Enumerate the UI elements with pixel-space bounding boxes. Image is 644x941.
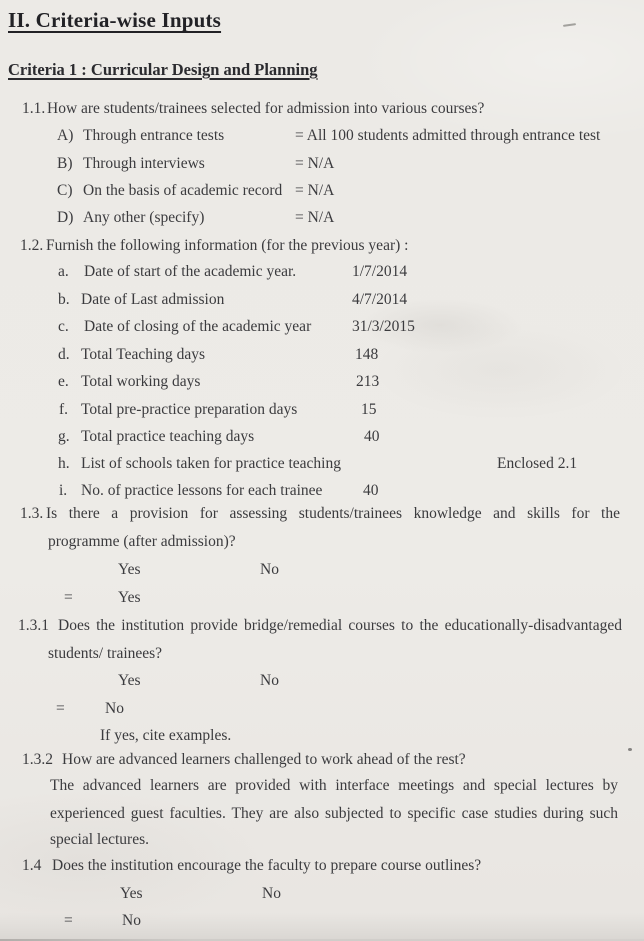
item-value: Enclosed 2.1 bbox=[497, 455, 578, 472]
item-label: i. bbox=[59, 482, 68, 499]
page-title: II. Criteria-wise Inputs bbox=[8, 8, 222, 32]
item-label: b. bbox=[58, 291, 70, 308]
option-row-d bbox=[0, 209, 644, 233]
info-row-c bbox=[0, 318, 644, 342]
option-value: = N/A bbox=[295, 209, 335, 226]
no-label: No bbox=[260, 561, 279, 578]
question-text-line1: Does the institution provide bridge/remedial courses to the educationally-disadvantaged bbox=[58, 617, 622, 634]
equals-sign: = bbox=[64, 589, 73, 606]
option-label: D) bbox=[57, 209, 74, 226]
answer-text-line3: special lectures. bbox=[50, 831, 149, 848]
item-label: g. bbox=[58, 428, 70, 445]
answer-1-3-2-line1 bbox=[0, 777, 644, 801]
item-value: 4/7/2014 bbox=[352, 291, 408, 308]
question-1-2-row bbox=[0, 237, 644, 261]
question-1-3-1-row bbox=[0, 617, 644, 641]
question-number: 1.3.2 bbox=[22, 751, 53, 768]
option-text: On the basis of academic record bbox=[83, 182, 283, 199]
answer-row-1-4 bbox=[0, 912, 644, 936]
item-text: Total working days bbox=[81, 373, 201, 390]
info-row-d bbox=[0, 346, 644, 370]
note-text: If yes, cite examples. bbox=[100, 727, 232, 744]
info-row-h bbox=[0, 455, 644, 479]
item-text: Total pre-practice preparation days bbox=[81, 401, 298, 418]
yes-label: Yes bbox=[118, 672, 141, 689]
document-title-row bbox=[0, 8, 644, 32]
option-label: C) bbox=[57, 182, 73, 199]
question-text: How are advanced learners challenged to work ahead of the rest? bbox=[62, 751, 466, 768]
item-value: 40 bbox=[364, 428, 380, 445]
no-label: No bbox=[262, 885, 281, 902]
yes-label: Yes bbox=[120, 885, 143, 902]
question-1-1-row bbox=[0, 100, 644, 124]
answer-value: No bbox=[122, 912, 141, 929]
yes-label: Yes bbox=[118, 561, 141, 578]
item-text: No. of practice lessons for each trainee bbox=[81, 482, 323, 499]
item-value: 213 bbox=[356, 373, 380, 390]
question-1-3-line2 bbox=[0, 533, 644, 557]
yes-no-row-1-4 bbox=[0, 885, 644, 909]
answer-text-line1: The advanced learners are provided with interface meetings and special lectures by bbox=[50, 777, 618, 794]
item-text: Total Teaching days bbox=[81, 346, 206, 363]
option-text: Through entrance tests bbox=[83, 127, 225, 144]
item-label: f. bbox=[59, 401, 69, 418]
info-row-i bbox=[0, 482, 644, 506]
note-row-1-3-1 bbox=[0, 727, 644, 751]
question-1-4-row bbox=[0, 857, 644, 881]
equals-sign: = bbox=[64, 912, 73, 929]
question-1-3-row bbox=[0, 505, 644, 529]
option-row-a bbox=[0, 127, 644, 151]
item-label: d. bbox=[58, 346, 70, 363]
option-text: Through interviews bbox=[83, 155, 205, 172]
question-1-3-2-row bbox=[0, 751, 644, 775]
item-text: Date of closing of the academic year bbox=[84, 318, 312, 335]
question-number: 1.3. bbox=[20, 505, 44, 522]
answer-value: No bbox=[105, 700, 124, 717]
info-row-e bbox=[0, 373, 644, 397]
item-label: c. bbox=[58, 318, 69, 335]
ink-dot-artifact bbox=[628, 748, 632, 751]
info-row-g bbox=[0, 428, 644, 452]
item-label: h. bbox=[58, 455, 70, 472]
option-label: A) bbox=[57, 127, 74, 144]
question-number: 1.3.1 bbox=[18, 617, 49, 634]
question-number: 1.4 bbox=[22, 857, 42, 874]
question-text: Furnish the following information (for the previous year) : bbox=[46, 237, 409, 254]
yes-no-row-1-3 bbox=[0, 561, 644, 585]
option-row-b bbox=[0, 155, 644, 179]
question-text-line2: students/ trainees? bbox=[48, 645, 163, 662]
section-heading-row bbox=[0, 60, 644, 84]
option-value: = All 100 students admitted through entrance test bbox=[295, 127, 601, 144]
item-text: Date of Last admission bbox=[81, 291, 225, 308]
answer-text-line2: experienced guest faculties. They are also subjected to specific case studies during such bbox=[50, 805, 618, 822]
question-number: 1.2. bbox=[20, 237, 44, 254]
option-text: Any other (specify) bbox=[83, 209, 205, 226]
question-1-3-1-line2 bbox=[0, 645, 644, 669]
answer-1-3-2-line2 bbox=[0, 805, 644, 829]
equals-sign: = bbox=[56, 700, 65, 717]
yes-no-row-1-3-1 bbox=[0, 672, 644, 696]
answer-value: Yes bbox=[118, 589, 141, 606]
item-value: 40 bbox=[363, 482, 379, 499]
info-row-f bbox=[0, 401, 644, 425]
item-label: e. bbox=[58, 373, 69, 390]
answer-row-1-3 bbox=[0, 589, 644, 613]
question-text: How are students/trainees selected for admission into various courses? bbox=[47, 100, 485, 117]
item-value: 31/3/2015 bbox=[352, 318, 415, 335]
question-text-line2: programme (after admission)? bbox=[48, 533, 236, 550]
item-text: Total practice teaching days bbox=[81, 428, 255, 445]
item-label: a. bbox=[58, 263, 69, 280]
item-value: 1/7/2014 bbox=[352, 263, 408, 280]
option-row-c bbox=[0, 182, 644, 206]
item-value: 15 bbox=[361, 401, 377, 418]
option-value: = N/A bbox=[295, 182, 335, 199]
answer-row-1-3-1 bbox=[0, 700, 644, 724]
item-value: 148 bbox=[355, 346, 379, 363]
no-label: No bbox=[260, 672, 279, 689]
item-text: List of schools taken for practice teaching bbox=[81, 455, 341, 472]
section-heading: Criteria 1 : Curricular Design and Planning bbox=[8, 60, 318, 79]
option-value: = N/A bbox=[295, 155, 335, 172]
info-row-a bbox=[0, 263, 644, 287]
info-row-b bbox=[0, 291, 644, 315]
item-text: Date of start of the academic year. bbox=[84, 263, 297, 280]
answer-1-3-2-line3 bbox=[0, 831, 644, 855]
option-label: B) bbox=[57, 155, 73, 172]
question-number: 1.1. bbox=[22, 100, 46, 117]
question-text: Does the institution encourage the faculty to prepare course outlines? bbox=[52, 857, 482, 874]
question-text-line1: Is there a provision for assessing students/trainees knowledge and skills for the bbox=[46, 505, 620, 522]
